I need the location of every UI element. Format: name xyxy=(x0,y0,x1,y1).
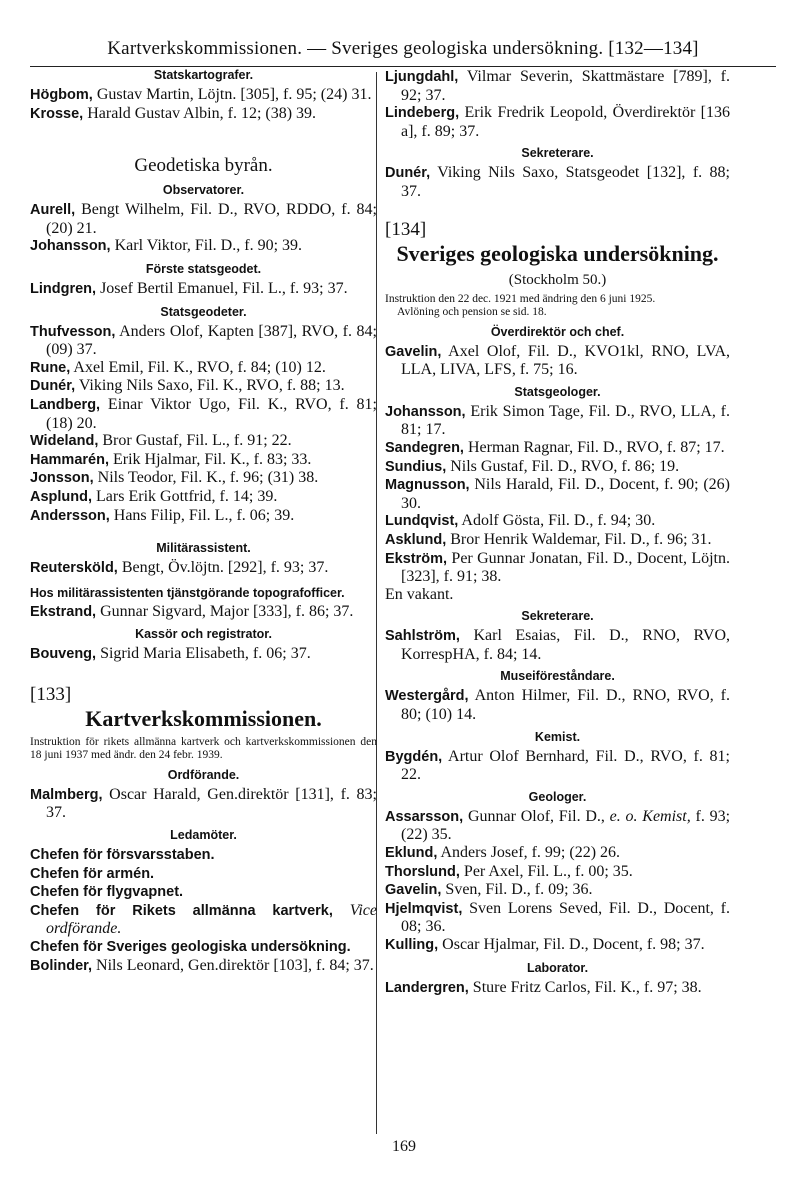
entry-text: Anton Hilmer, Fil. D., RNO, RVO, f. 80; (10) 14. xyxy=(401,687,730,724)
heading-forste-statsgeodet: Förste statsgeodet. xyxy=(145,261,262,276)
entry xyxy=(385,164,730,200)
entry xyxy=(30,645,377,664)
entry-text: Viking Nils Saxo, Statsgeodet [132], f. 88; 37. xyxy=(401,164,730,200)
heading-topografofficer: Hos militärassistenten tjänstgörande topografofficer. xyxy=(30,585,345,600)
entry-name: Assarsson, xyxy=(385,808,464,825)
entry xyxy=(30,902,377,938)
entry-text: Lars Erik Gottfrid, f. 14; 39. xyxy=(92,487,278,505)
entry xyxy=(30,432,377,451)
entry xyxy=(30,359,377,378)
entry xyxy=(30,105,377,124)
entry-name: Chefen för armén. xyxy=(30,865,155,882)
entry-name: Reutersköld, xyxy=(30,560,118,577)
entry xyxy=(385,68,730,104)
heading-statskartografer: Statskartografer. xyxy=(153,68,254,82)
entry xyxy=(385,687,730,723)
entry-text: Anders Josef, f. 99; (22) 26. xyxy=(437,844,621,862)
entry-text: Bengt, Öv.löjtn. [292], f. 93; 37. xyxy=(117,559,329,577)
entry-text: Herman Ragnar, Fil. D., RVO, f. 87; 17. xyxy=(463,438,725,456)
entry-name: Thufvesson, xyxy=(30,323,116,340)
entry-list xyxy=(385,748,730,784)
entry xyxy=(30,396,377,432)
vakant-line: En vakant. xyxy=(385,585,454,603)
entry xyxy=(30,786,377,822)
entry-name: Krosse, xyxy=(30,105,84,122)
entry xyxy=(30,323,377,359)
entry-name: Lindeberg, xyxy=(385,105,460,122)
entry-name: Eklund, xyxy=(385,845,438,862)
heading-geodetiska-byran: Geodetiska byrån. xyxy=(134,155,273,177)
instruction-text: Instruktion den 22 dec. 1921 med ändring den 6 juni 1925. xyxy=(385,292,656,305)
entry xyxy=(30,507,377,526)
entry-text: Gunnar Sigvard, Major [333], f. 86; 37. xyxy=(96,602,354,620)
entry-text: Per Gunnar Jonatan, Fil. D., Docent, Löjtn. [323], f. 91; 38. xyxy=(401,549,730,586)
entry-name: Johansson, xyxy=(30,238,111,255)
entry xyxy=(30,846,377,865)
entry-text: Nils Gustaf, Fil. D., RVO, f. 86; 19. xyxy=(446,457,680,475)
entry xyxy=(385,550,730,586)
entry-text: Axel Olof, Fil. D., KVO1kl, RNO, LVA, LLA, LIVA, LFS, f. 75; 16. xyxy=(401,342,730,379)
heading-statsgeodeter: Statsgeodeter. xyxy=(160,304,247,319)
entry xyxy=(385,900,730,936)
entry-text: Oscar Hjalmar, Fil. D., Docent, f. 98; 37. xyxy=(438,936,705,953)
entry-text: Karl Esaias, Fil. D., RNO, RVO, KorrespHA, f. 84; 14. xyxy=(401,627,730,663)
entry-name: Sandegren, xyxy=(385,439,464,456)
entry-name: Högbom, xyxy=(30,87,93,103)
entry-text: Nils Leonard, Gen.direktör [103], f. 84; 37. xyxy=(92,956,374,974)
entry-name: Dunér, xyxy=(30,378,76,395)
heading-ordforande: Ordförande. xyxy=(167,767,240,782)
entry-list xyxy=(30,323,377,526)
entry xyxy=(385,808,730,844)
entry-list xyxy=(30,645,377,664)
entry-name: Dunér, xyxy=(385,165,431,182)
entry-text: f. 93; (22) 35. xyxy=(401,807,731,844)
entry-name: Hjelmqvist, xyxy=(385,900,463,917)
instruction-text: Instruktion för rikets allmänna kartverk och kartverkskommissionen den 18 juni 1937 med ändr. den 24 febr. 1939. xyxy=(30,735,377,761)
entry-name: Sundius, xyxy=(385,458,447,475)
entry-text: Sigrid Maria Elisabeth, f. 06; 37. xyxy=(96,645,311,663)
entry-name: Sahlström, xyxy=(385,628,460,645)
entry xyxy=(385,343,730,379)
entry-text: Gustav Martin, Löjtn. [305], f. 95; (24) 31. xyxy=(92,86,372,103)
entry xyxy=(385,936,730,955)
entry-name: Hammarén, xyxy=(30,451,109,468)
entry-text: Artur Olof Bernhard, Fil. D., RVO, f. 81; 22. xyxy=(401,747,730,784)
entry-text: Sture Fritz Carlos, Fil. K., f. 97; 38. xyxy=(468,978,702,996)
heading-museiforestandare: Museiföreståndare. xyxy=(500,669,615,684)
entry-name: Lindgren, xyxy=(30,280,97,297)
entry-list xyxy=(385,844,730,955)
entry xyxy=(385,881,730,900)
page-number: 169 xyxy=(392,1138,416,1155)
entry xyxy=(30,86,377,105)
entry-text: Bror Henrik Waldemar, Fil. D., f. 96; 31. xyxy=(446,530,712,548)
entry xyxy=(30,201,377,237)
entry xyxy=(385,531,730,550)
entry-name: Landberg, xyxy=(30,396,101,413)
entry-name: Andersson, xyxy=(30,507,110,524)
entry xyxy=(30,559,377,578)
entry-name: Bouveng, xyxy=(30,646,97,663)
entry-list xyxy=(385,68,730,140)
entry-text: Gunnar Olof, Fil. D., xyxy=(463,807,605,825)
entry-text: Viking Nils Saxo, Fil. K., RVO, f. 88; 13. xyxy=(75,377,345,395)
entry xyxy=(385,439,730,458)
entry-name: Malmberg, xyxy=(30,786,103,803)
entry xyxy=(30,280,377,299)
entry-list xyxy=(385,979,730,998)
entry-text: Axel Emil, Fil. K., RVO, f. 84; (10) 12. xyxy=(70,358,326,376)
entry-name: Asplund, xyxy=(30,488,93,505)
heading-laborator: Laborator. xyxy=(526,960,589,975)
section-title-sgu: Sveriges geologiska undersökning. xyxy=(396,240,719,266)
entry-name: Jonsson, xyxy=(30,470,94,487)
entry-text: Bror Gustaf, Fil. L., f. 91; 22. xyxy=(98,432,292,450)
entry-text: Erik Fredrik Leopold, Överdirektör [136 a], f. 89; 37. xyxy=(401,104,730,140)
entry-list xyxy=(385,627,730,663)
entry-list xyxy=(385,164,730,200)
entry-name: Chefen för Rikets allmänna kartverk, xyxy=(30,902,333,919)
entry-name: Ekström, xyxy=(385,550,448,567)
entry-text: Sven Lorens Seved, Fil. D., Docent, f. 08; 36. xyxy=(401,899,730,936)
entry xyxy=(30,603,377,622)
entry xyxy=(385,104,730,140)
entry xyxy=(385,979,730,998)
entry-list xyxy=(30,201,377,256)
entry-name: Chefen för Sveriges geologiska undersökning. xyxy=(30,939,351,956)
entry-text: Oscar Harald, Gen.direktör [131], f. 83; 37. xyxy=(46,785,377,822)
entry-text: Anders Olof, Kapten [387], RVO, f. 84; (09) 37. xyxy=(46,322,377,359)
entry xyxy=(385,476,730,512)
entry xyxy=(385,512,730,531)
entry-list xyxy=(30,280,377,299)
entry-italic: Vice ordförande. xyxy=(46,901,377,938)
entry-name: Thorslund, xyxy=(385,863,460,880)
running-header: Kartverkskommissionen. — Sveriges geologiska undersökning. [132—134] xyxy=(30,34,776,67)
entry-name: Bolinder, xyxy=(30,957,93,974)
entry-name: Bygdén, xyxy=(385,748,443,765)
heading-kemist: Kemist. xyxy=(534,729,581,744)
entry-text: Adolf Gösta, Fil. D., f. 94; 30. xyxy=(458,512,656,530)
entry xyxy=(30,469,377,488)
entry-name: Magnusson, xyxy=(385,477,470,494)
heading-sekreterare: Sekreterare. xyxy=(521,609,594,624)
entry-name: Westergård, xyxy=(385,688,469,705)
entry-text: Harald Gustav Albin, f. 12; (38) 39. xyxy=(83,104,317,122)
entry-text: Nils Harald, Fil. D., Docent, f. 90; (26) 30. xyxy=(401,476,730,512)
heading-kassor: Kassör och registrator. xyxy=(135,627,272,642)
entry-text: Einar Viktor Ugo, Fil. K., RVO, f. 81; (18) 20. xyxy=(46,395,377,432)
entry xyxy=(385,627,730,663)
entry-name: Lundqvist, xyxy=(385,513,459,530)
heading-militarassistent: Militärassistent. xyxy=(156,541,251,556)
entry-name: Gavelin, xyxy=(385,343,442,360)
entry-text: Erik Hjalmar, Fil. K., f. 83; 33. xyxy=(108,450,312,468)
entry-name: Aurell, xyxy=(30,202,76,219)
entry-list xyxy=(30,559,377,578)
entry-list xyxy=(30,603,377,622)
heading-geologer: Geologer. xyxy=(528,789,587,804)
location-text: (Stockholm 50.) xyxy=(508,271,607,288)
entry xyxy=(30,883,377,902)
heading-sekreterare: Sekreterare. xyxy=(521,146,594,161)
right-column xyxy=(385,68,730,997)
entry-list xyxy=(385,687,730,723)
entry xyxy=(385,748,730,784)
heading-statsgeologer: Statsgeologer. xyxy=(514,384,601,399)
entry xyxy=(30,488,377,507)
entry xyxy=(30,451,377,470)
entry-text: Nils Teodor, Fil. K., f. 96; (31) 38. xyxy=(93,469,319,487)
entry xyxy=(385,403,730,439)
entry-list xyxy=(30,846,377,902)
entry-name: Gavelin, xyxy=(385,882,442,899)
section-number-134: [134] xyxy=(385,218,427,240)
entry-name: Chefen för försvarsstaben. xyxy=(30,847,215,864)
entry-text: Karl Viktor, Fil. D., f. 90; 39. xyxy=(110,237,303,255)
entry-name: Landergren, xyxy=(385,979,469,996)
entry xyxy=(30,938,377,957)
entry xyxy=(385,458,730,477)
entry-list xyxy=(385,343,730,379)
pension-note: Avlöning och pension se sid. 18. xyxy=(397,305,547,318)
entry-text: Sven, Fil. D., f. 09; 36. xyxy=(441,881,593,899)
section-title-kartverkskommissionen: Kartverkskommissionen. xyxy=(85,705,322,731)
entry-text: Vilmar Severin, Skattmästare [789], f. 92; 37. xyxy=(401,68,730,104)
entry-name: Ljungdahl, xyxy=(385,69,459,85)
entry xyxy=(30,237,377,256)
entry-text: Erik Simon Tage, Fil. D., RVO, LLA, f. 81; 17. xyxy=(401,402,730,439)
entry xyxy=(385,863,730,882)
entry-list xyxy=(30,86,377,123)
entry-name: Kulling, xyxy=(385,937,439,953)
entry-list xyxy=(385,403,730,586)
entry-name: Johansson, xyxy=(385,403,466,420)
entry-text: Per Axel, Fil. L., f. 00; 35. xyxy=(459,862,633,880)
heading-overdirektor: Överdirektör och chef. xyxy=(490,324,625,339)
section-number-133: [133] xyxy=(30,683,72,705)
entry xyxy=(30,865,377,884)
entry-italic: e. o. Kemist, xyxy=(609,807,691,825)
left-column xyxy=(30,68,377,975)
heading-observatorer: Observatorer. xyxy=(162,183,245,198)
heading-ledamoter: Ledamöter. xyxy=(170,828,237,843)
entry xyxy=(30,377,377,396)
entry xyxy=(30,957,377,976)
entry-name: Rune, xyxy=(30,359,71,376)
entry-text: Josef Bertil Emanuel, Fil. L., f. 93; 37. xyxy=(96,279,348,297)
entry-name: Chefen för flygvapnet. xyxy=(30,884,184,901)
entry-text: Hans Filip, Fil. L., f. 06; 39. xyxy=(109,506,295,524)
entry-name: Ekstrand, xyxy=(30,603,97,620)
entry-list xyxy=(30,786,377,822)
entry xyxy=(385,844,730,863)
entry-list xyxy=(30,938,377,975)
entry-name: Asklund, xyxy=(385,531,447,548)
entry-text: Bengt Wilhelm, Fil. D., RVO, RDDO, f. 84; (20) 21. xyxy=(46,201,377,237)
entry-name: Wideland, xyxy=(30,433,99,450)
